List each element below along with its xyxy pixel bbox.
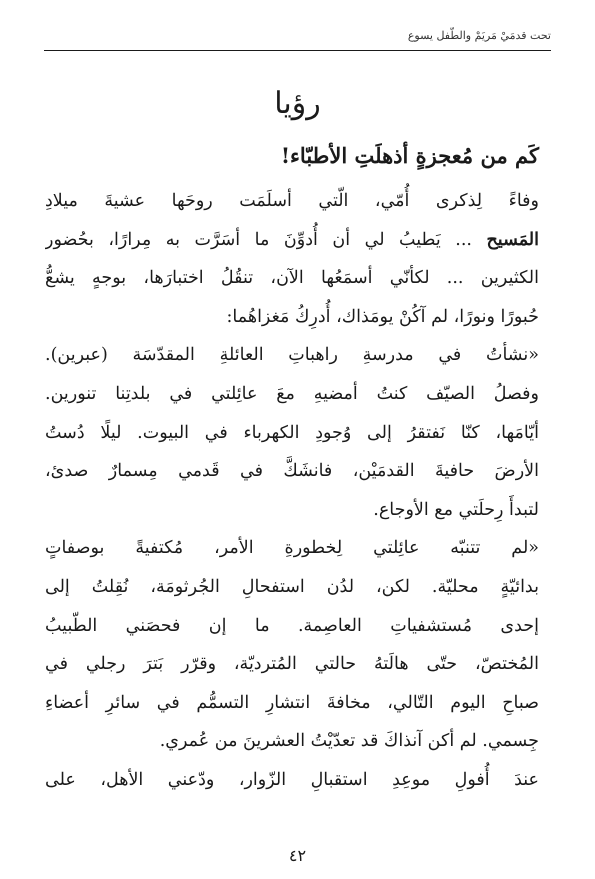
paragraph-2-line-4: الأرضَ حافيةَ القدمَيْن، فانشَكَّ في قَدمي مِسمارٌ صدئ، — [45, 461, 539, 482]
paragraph-1-line-4: حُبورًا ونورًا، لم آكُنْ يومَذاك، أُدرِكُ مَغزاهُما: — [226, 306, 539, 327]
paragraph-3-line-1: «لم تتنبّه عائِلتي لِخطورةِ الأمر، مُكتفيةً بوصفاتٍ — [45, 538, 539, 559]
paragraph-1-line-3: الكثيرين ... لكأنّي أسمَعُها الآن، تنقُلُ اختبارَها، بوجهٍ يشعُّ — [45, 268, 539, 289]
paragraph-2-line-1: «نشأتُ في مدرسةِ راهباتِ العائلةِ المقدّسَة (عبرين). — [45, 345, 539, 366]
paragraph-3-line-6: جِسمي. لم أكن آنذاكَ قد تعدّيْتُ العشرينَ من عُمري. — [159, 731, 539, 752]
paragraph-3-line-2: بدائيّةٍ محليّة. لكن، لدُن استفحالِ الجُرثومَة، نُقِلتُ إلى — [45, 576, 539, 597]
page-number: ٤٢ — [288, 846, 307, 865]
section-subheading: كَم من مُعجزةٍ أذهلَتِ الأطبّاء! — [280, 143, 539, 168]
paragraph-3-line-3: إحدى مُستشفياتِ العاصِمة. ما إن فحصَني الطّبيبُ — [45, 615, 539, 636]
paragraph-3-line-5: صباحِ اليوم التّالي، مخافةَ انتشارِ التسمُّم في سائرِ أعضاءِ — [45, 692, 539, 713]
body-text — [45, 182, 539, 800]
paragraph-2-line-2: وفصلُ الصيّف كنتُ أمضيهِ معَ عائِلتي في بلدتِنا تنورين. — [45, 383, 539, 404]
paragraph-4-line-1: عندَ أُفولِ موعِدِ استقبالِ الزّوار، ودّعني الأهل، على — [45, 769, 539, 790]
paragraph-2-line-5: لتبدأَ رِحلَتي مع الأوجاع. — [373, 499, 539, 520]
paragraph-2-line-3: أيّامَها، كنّا نَفتقرُ إلى وُجودِ الكهرباء في البيوت. ليلًا دُستُ — [45, 422, 539, 443]
running-header: تحت قدمَيْ مَريَمْ والطّفل يسوع — [44, 28, 551, 51]
bold-word-almaseeh: المَسيح — [486, 229, 539, 250]
chapter-title: رؤيا — [274, 86, 321, 121]
paragraph-1-line-2 — [45, 221, 539, 260]
paragraph-1-line-2-text: ... يَطيبُ لي أن أُدوِّنَ ما أسَرَّت به مِرارًا، بحُضور — [45, 229, 472, 250]
paragraph-3-line-4: المُختصّ، حتّى هالَتهُ حالتي المُترديّة، وقرّر بَترَ رجلي في — [45, 654, 539, 675]
paragraph-1-line-1: وفاءً لِذكرى أُمّي، الّتي أسلَمَت روحَها عشيةَ ميلادِ — [45, 191, 539, 211]
